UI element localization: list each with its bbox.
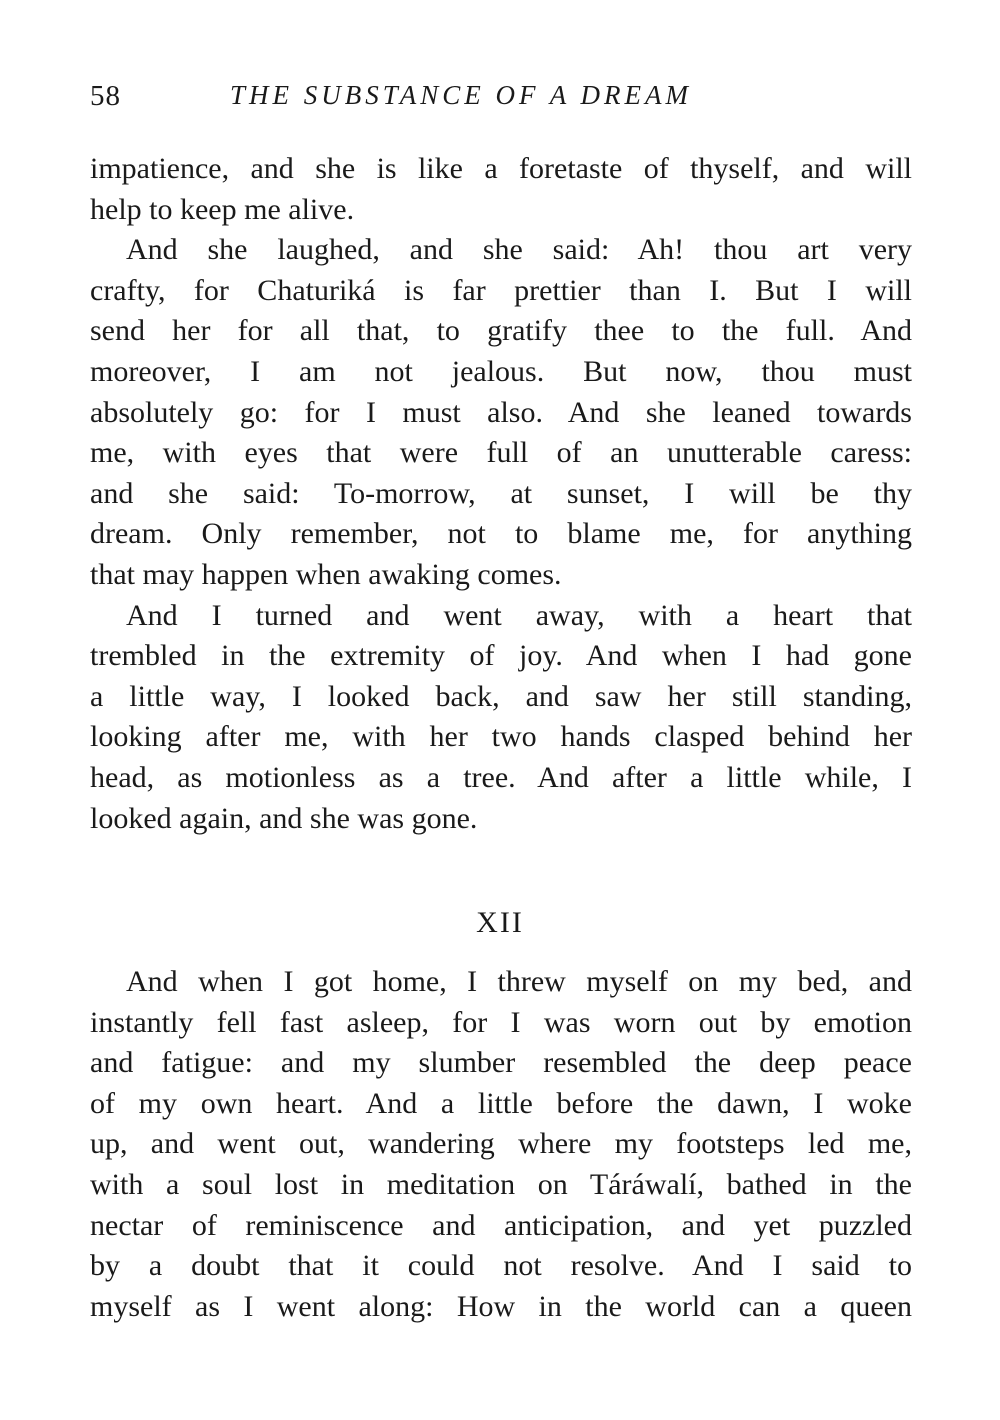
- text-line: trembled in the extremity of joy. And when I had gone: [90, 639, 912, 673]
- text-line: help to keep me alive.: [90, 192, 355, 226]
- text-line: looked again, and she was gone.: [90, 801, 478, 835]
- running-head: [90, 80, 910, 120]
- text-line: send her for all that, to gratify thee to the full. And: [90, 314, 912, 348]
- text-line: head, as motionless as a tree. And after a little while, I: [90, 760, 912, 794]
- text-line: nectar of reminiscence and anticipation, and yet puzzled: [90, 1208, 912, 1242]
- text-line: of my own heart. And a little before the dawn, I woke: [90, 1086, 912, 1120]
- text-line: and fatigue: and my slumber resembled the deep peace: [90, 1046, 912, 1080]
- text-line: myself as I went along: How in the world can a queen: [90, 1289, 912, 1323]
- text-block-lower: [90, 962, 912, 1327]
- text-line: that may happen when awaking comes.: [90, 557, 562, 591]
- text-line: instantly fell fast asleep, for I was worn out by emotion: [90, 1005, 912, 1039]
- text-line: crafty, for Chaturiká is far prettier than I. But I will: [90, 273, 912, 307]
- text-line: dream. Only remember, not to blame me, for anything: [90, 517, 912, 551]
- text-line: And when I got home, I threw myself on my bed, and: [126, 965, 912, 998]
- text-line: with a soul lost in meditation on Táráwalí, bathed in the: [90, 1167, 912, 1201]
- page-number: 58: [90, 80, 121, 112]
- text-line: looking after me, with her two hands clasped behind her: [90, 720, 912, 754]
- text-line: a little way, I looked back, and saw her still standing,: [90, 679, 912, 713]
- text-line: me, with eyes that were full of an unutterable caress:: [90, 436, 912, 470]
- text-line: absolutely go: for I must also. And she leaned towards: [90, 395, 912, 429]
- text-line: And she laughed, and she said: Ah! thou art very: [126, 233, 912, 267]
- text-line: And I turned and went away, with a heart that: [126, 598, 912, 632]
- text-line: moreover, I am not jealous. But now, thou must: [90, 354, 912, 388]
- text-block-upper: [90, 149, 912, 839]
- section-heading: XII: [476, 906, 524, 939]
- text-line: up, and went out, wandering where my footsteps led me,: [90, 1127, 912, 1161]
- running-title: THE SUBSTANCE OF A DREAM: [230, 80, 692, 110]
- text-line: by a doubt that it could not resolve. And I said to: [90, 1249, 912, 1283]
- text-line: and she said: To-morrow, at sunset, I will be thy: [90, 476, 912, 510]
- text-line: impatience, and she is like a foretaste of thyself, and will: [90, 152, 912, 185]
